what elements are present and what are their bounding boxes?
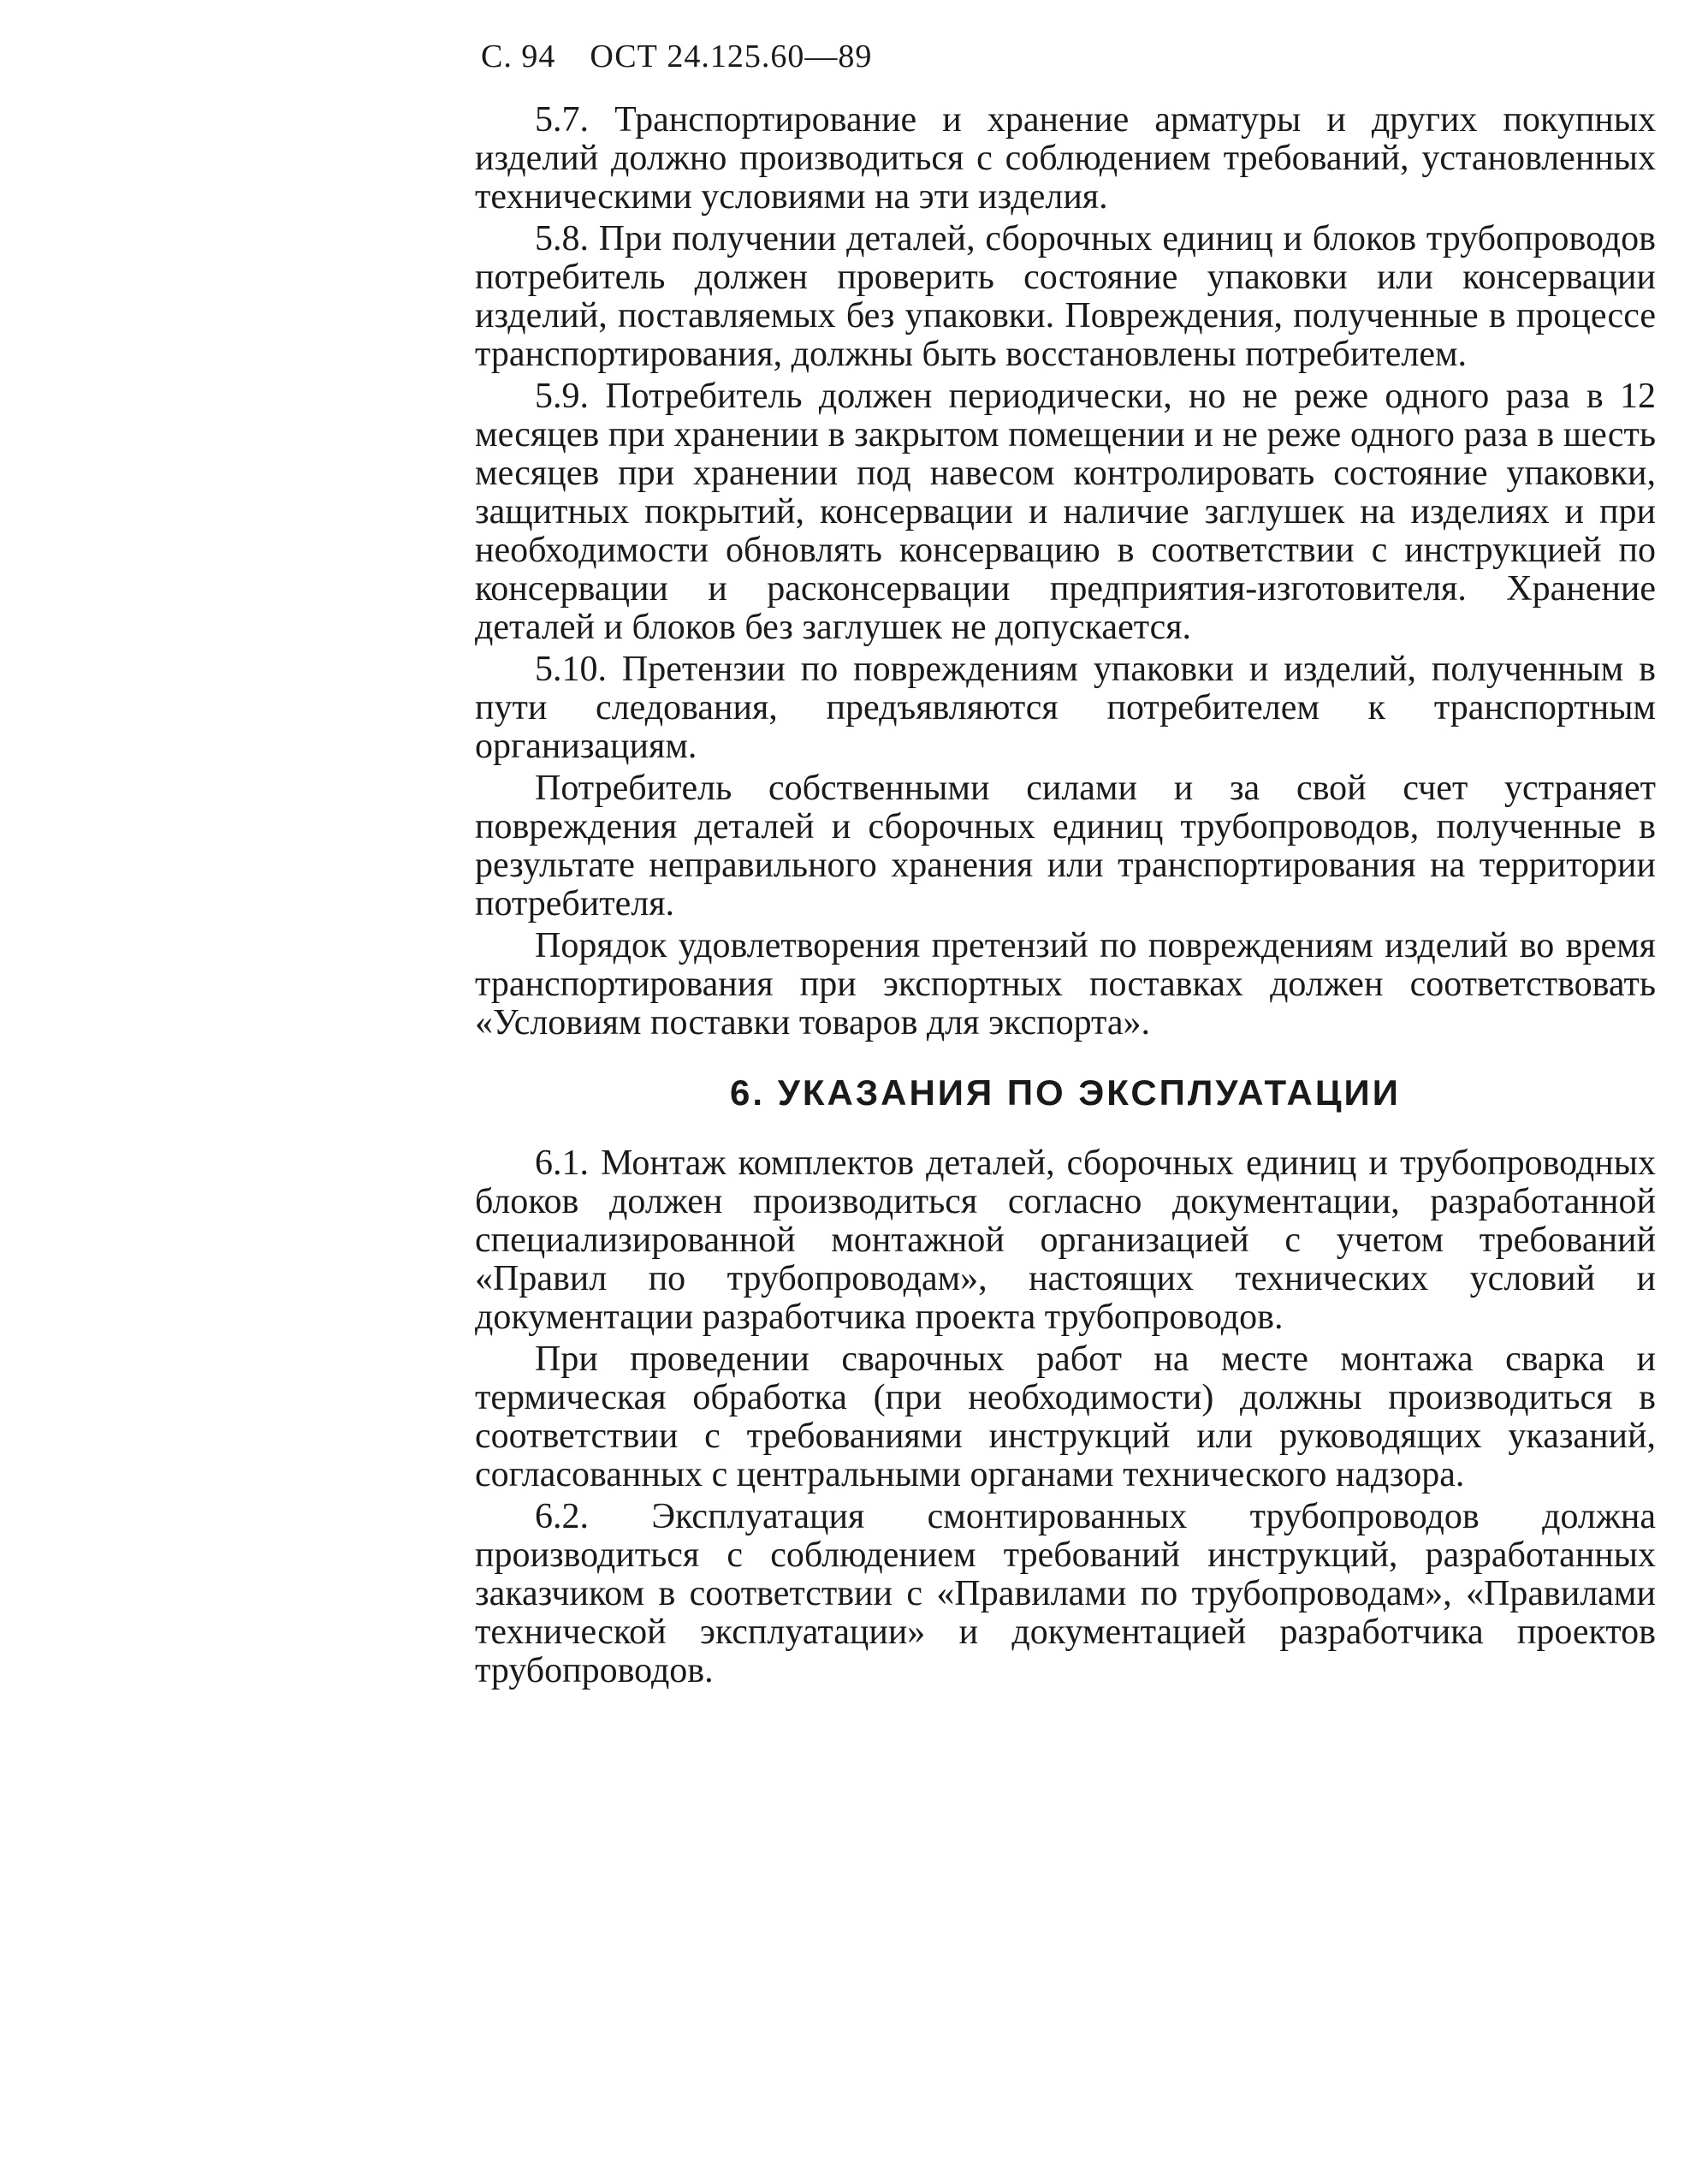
paragraph-5-10: 5.10. Претензии по повреждениям упаковки и изделий, полученным в пути следования, предъявляются потребителем к транспортным организациям. (475, 650, 1656, 766)
text-column (475, 101, 1656, 1694)
paragraph-6-1: 6.1. Монтаж комплектов деталей, сборочных единиц и трубопроводных блоков должен производиться согласно документации, разработанной специализированной монтажной организацией с учетом требований «Правил по трубопроводам», настоящих технических условий и документации разработчика проекта трубопроводов. (475, 1143, 1656, 1337)
paragraph-consumer-repairs: Потребитель собственными силами и за свой счет устраняет повреждения деталей и сборочных единиц трубопроводов, полученные в результате неправильного хранения или транспортирования на территории потребителя. (475, 769, 1656, 924)
standard-designation: ОСТ 24.125.60—89 (590, 39, 873, 74)
paragraph-6-2: 6.2. Эксплуатация смонтированных трубопроводов должна производиться с соблюдением требований инструкций, разработанных заказчиком в соответствии с «Правилами по трубопроводам», «Правилами технической эксплуатации» и документацией разработчика проектов трубопроводов. (475, 1497, 1656, 1690)
paragraph-5-9: 5.9. Потребитель должен периодически, но не реже одного раза в 12 месяцев при хранении в закрытом помещении и не реже одного раза в шесть месяцев при хранении под навесом контролировать состояние упаковки, защитных покрытий, консервации и наличие заглушек на изделиях и при необходимости обновлять консервацию в соответствии с инструкцией по консервации и расконсервации предприятия-изготовителя. Хранение деталей и блоков без заглушек не допускается. (475, 377, 1656, 647)
running-head (481, 38, 872, 75)
page-number: С. 94 (481, 39, 556, 74)
paragraph-welding: При проведении сварочных работ на месте монтажа сварка и термическая обработка (при необходимости) должны производиться в соответствии с требованиями инструкций или руководящих указаний, согласованных с центральными органами технического надзора. (475, 1339, 1656, 1494)
paragraph-export-claims: Порядок удовлетворения претензий по повреждениям изделий во время транспортирования при экспортных поставках должен соответствовать «Условиям поставки товаров для экспорта». (475, 926, 1656, 1042)
section-heading: 6. УКАЗАНИЯ ПО ЭКСПЛУАТАЦИИ (730, 1072, 1401, 1113)
paragraph-5-8: 5.8. При получении деталей, сборочных единиц и блоков трубопроводов потребитель должен проверить состояние упаковки или консервации изделий, поставляемых без упаковки. Повреждения, полученные в процессе транспортирования, должны быть восстановлены потребителем. (475, 219, 1656, 374)
paragraph-5-7: 5.7. Транспортирование и хранение арматуры и других покупных изделий должно производиться с соблюдением требований, установленных техническими условиями на эти изделия. (475, 100, 1656, 217)
